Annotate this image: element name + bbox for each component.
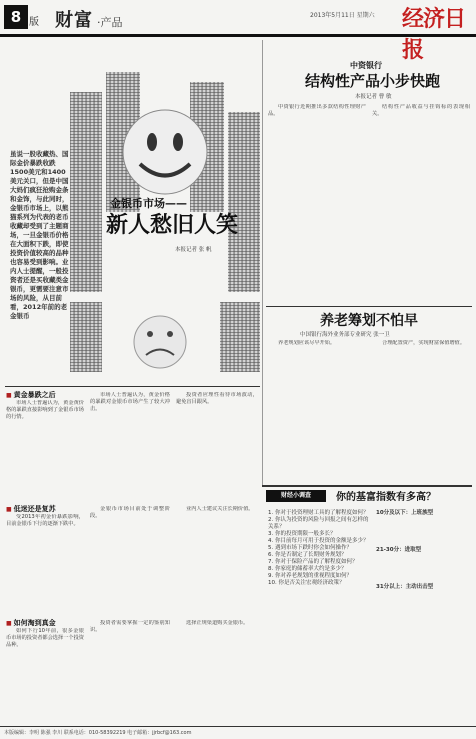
- poll-title: 你的基富指数有多高？: [336, 492, 436, 503]
- poll-question: 7. 你对于保险产品的了解程度如何？: [268, 559, 358, 565]
- page-number: 8: [4, 5, 28, 29]
- newspaper-masthead: 经济日报: [402, 6, 466, 63]
- body-text: 受2013年初金价暴跌影响，目前金银币下行的逐渐下跌中。: [6, 514, 84, 528]
- poll-question: 9. 你对养老规划的重视程度如何？: [268, 573, 352, 579]
- divider: [262, 485, 472, 487]
- poll-question: 10. 你是否关注宏观经济政策？: [268, 580, 345, 586]
- poll-results: [376, 510, 472, 591]
- article-headline: 结构性产品小步快跑: [305, 72, 441, 90]
- body-text: 选择正规渠道购买金银币。: [186, 620, 249, 626]
- feature-headline: 新人愁旧人笑: [106, 212, 239, 238]
- body-text: 合理配置资产，实现财富保值增值。: [382, 340, 466, 346]
- section-title: 财富: [55, 10, 93, 31]
- section-heading: ■ 黄金暴跌之后: [6, 390, 56, 400]
- issue-date: 2013年5月11日 星期六: [310, 12, 375, 19]
- body-text: 市场人士普遍认为，黄金黄价格的暴跌直接影响到了金银币市场的行情。: [6, 400, 84, 421]
- feature-kicker: 金银币市场——: [110, 197, 187, 210]
- body-text: 中资银行近期推出多款结构性理财产品。: [268, 104, 366, 118]
- poll-questions: [268, 510, 372, 587]
- body-text: 投资者应理性看待市场波动，避免盲目跟风。: [176, 392, 258, 406]
- footer-rule: [0, 726, 476, 727]
- column-divider: [262, 40, 263, 485]
- body-text: 投资者需要掌握一定的鉴别知识。: [90, 620, 170, 634]
- body-text: 养老规划应该尽早开始。: [278, 340, 336, 346]
- footer-text: 本版编辑：李明 陈强 李川 联系电话：010-58392219 电子邮箱：jjrbcf@163.com: [4, 730, 192, 736]
- article-kicker: 中资银行: [350, 61, 382, 70]
- score-range: 31分以上：主动出击型: [376, 584, 434, 590]
- poll-question: 2. 你认为投资的风险与回报之间有怎样的关系？: [268, 517, 369, 530]
- poll-question: 6. 你是否制定了长期财务规划？: [268, 552, 347, 558]
- article-headline: 养老筹划不怕早: [320, 313, 418, 329]
- score-range: 21-30分：进取型: [376, 547, 422, 553]
- divider: [5, 386, 260, 387]
- body-text: 结构性产品收益与挂钩标的表现相关。: [372, 104, 470, 118]
- body-text: 如何下行10年前，很多金银币市场的投资者都会选择一个投资品种。: [6, 628, 84, 649]
- feature-deck: 虽说一股收藏热、国际金价暴跌收跌1500美元和1400美元关口，但是中国大妈们疯狂抢购金条和金饰，与此同时，金银币市场上，以熊猫系列为代表的老币收藏却受到了主题商场，一旦金银币价格在大面积下跌，即使投资价值较高的品种也容易受到影响。业内人士提醒，一般投资者还是买收藏类金银币，更需要注意市场的风险，从目前看，2012年前的老金银币: [10, 150, 69, 320]
- poll-question: 4. 你目前每月可用于投资的金额是多少？: [268, 538, 369, 544]
- article-byline: 中国银行海外业务部专业研究 张一卫: [300, 332, 390, 338]
- page-suffix: 版: [29, 17, 39, 28]
- body-text: 市场人士普遍认为，黄金价格的暴跌对金银币市场产生了较大冲击。: [90, 392, 170, 413]
- section-heading: ■ 如何淘到真金: [6, 618, 56, 628]
- body-text: 金银币市场目前处于调整阶段。: [90, 506, 170, 520]
- section-subtitle: ·产品: [97, 16, 123, 29]
- score-range: 10分及以下：上班族型: [376, 510, 434, 516]
- divider: [266, 306, 472, 307]
- poll-question: 5. 遇到市场下跌时你会如何操作？: [268, 545, 352, 551]
- poll-question: 1. 你对于投资理财工具的了解程度如何？: [268, 510, 369, 516]
- poll-tag: 财经小调查: [266, 490, 326, 502]
- poll-question: 3. 你的投资期限一般多长？: [268, 531, 336, 537]
- feature-byline: 本报记者 张 帆: [175, 247, 212, 253]
- body-text: 业内人士建议关注长期价值。: [186, 506, 254, 512]
- poll-question: 8. 你家庭的储蓄率大约是多少？: [268, 566, 347, 572]
- article-byline: 本报记者 曹 敏: [355, 94, 392, 100]
- section-heading: ■ 低迷还是复苏: [6, 504, 56, 514]
